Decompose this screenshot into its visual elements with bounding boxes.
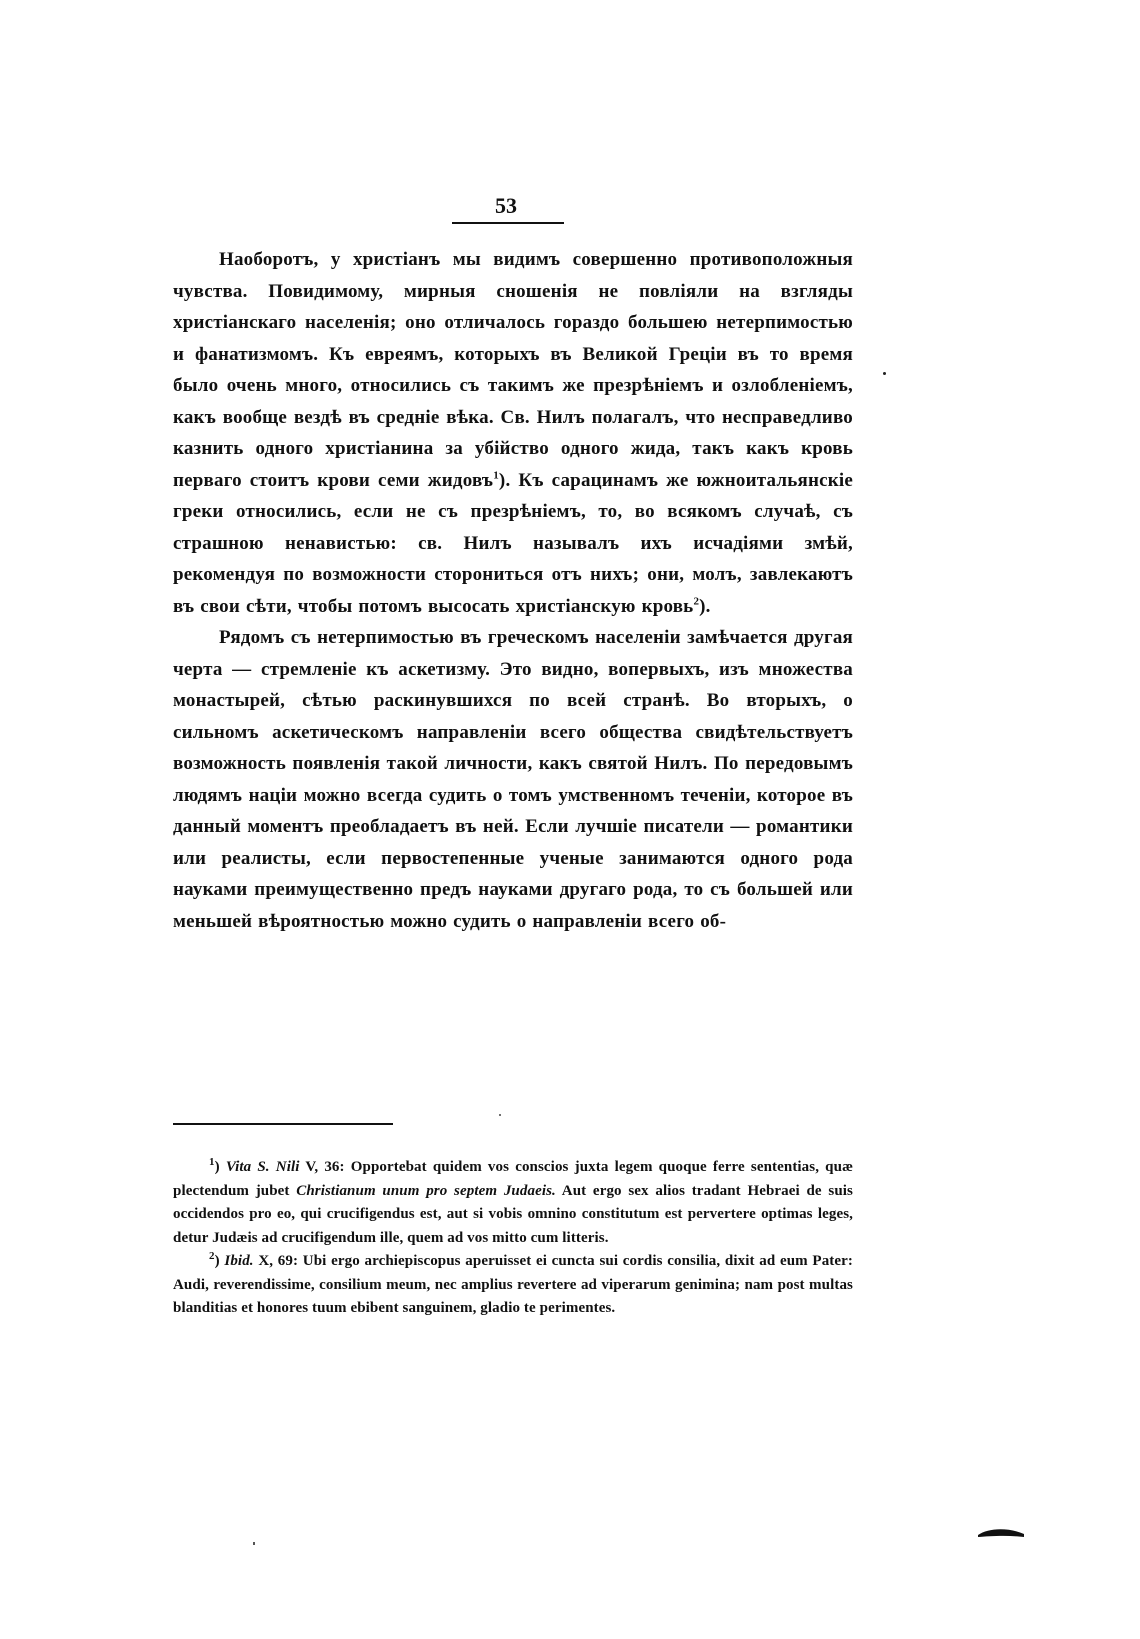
paragraph-1-part-2: ). Къ сарацинамъ же южноитальянскіе греки относились, если не съ презрѣніемъ, то, во всякомъ случаѣ, съ страшною ненавистью: св. Нилъ называлъ ихъ исчадіями змѣй, рекомендуя по возможности сторониться отъ нихъ; они, молъ, завлекаютъ въ свои сѣти, чтобы потомъ высосать христіанскую кровь bbox=[173, 469, 853, 617]
footnote-1-marker: 1 bbox=[209, 1156, 215, 1168]
ink-speck bbox=[499, 1114, 501, 1116]
footnote-1-source: Vita S. Nili bbox=[225, 1159, 300, 1175]
footnote-2-source: Ibid. bbox=[224, 1253, 254, 1269]
footnote-2: $^2$) Ibid. X, 69: Ubi ergo archiepiscopus aperuisset ei cuncta sui cordis consilia, dixit ad eum Pater: Audi, reverendissime, consilium meum, nec amplius revertere ad viperarum genimina; nam post multas blanditias et honores tuum ebibent sanguinem, gladio te perimentes. bbox=[173, 1250, 853, 1316]
footnote-1-rest: Aut ergo sex alios tradant Hebraei de suis occidendos pro eo, qui crucifigendus est, aut si vobis omnino constitutum est pervertere optimas leges, detur Judæis ad crucifigendum ille, quem ad vos mitto cum litteris. bbox=[173, 1182, 853, 1246]
paragraph-2: Рядомъ съ нетерпимостью въ греческомъ населеніи замѣчается другая черта — стремленіе къ аскетизму. Это видно, вопервыхъ, изъ множества монастырей, сѣтью раскинувшихся по всей странѣ. Во вторыхъ, о сильномъ аскетическомъ направленіи всего общества свидѣтельствуетъ возможность появленія такой личности, какъ святой Нилъ. По передовымъ людямъ націи можно всегда судить о томъ умственномъ теченіи, которое въ данный моментъ преобладаетъ въ ней. Если лучшіе писатели — романтики или реалисты, если первостепенные ученые занимаются одного рода науками преимущественно предъ науками другаго рода, то съ большей или меньшей вѣроятностью можно судить о направленіи всего об- bbox=[173, 627, 853, 932]
footnotes bbox=[173, 1156, 853, 1321]
footnote-ref-2: 2 bbox=[693, 595, 700, 608]
paragraph-1 bbox=[173, 244, 853, 622]
ink-speck bbox=[253, 1542, 255, 1545]
footnote-1-quote: Christianum unum pro septem Judaeis. bbox=[296, 1182, 556, 1199]
footnote-2-marker: 2 bbox=[209, 1250, 215, 1262]
paragraph-1-part-3: ). bbox=[699, 595, 711, 617]
footnote-1-ref-text: V, 36: Opportebat quidem vos conscios juxta legem quoque ferre sententias, quæ plectendum jubet bbox=[173, 1159, 854, 1199]
header-rule bbox=[452, 222, 564, 224]
footnote-ref-1: 1 bbox=[493, 469, 499, 482]
footnote-1: $^1$) Vita S. Nili V, 36: Opportebat quidem vos conscios juxta legem quoque ferre sententias, quæ plectendum jubet Christianum unum pro septem Judaeis. Aut ergo sex alios tradant Hebraei de suis occidendos pro eo, qui crucifigendus est, aut si vobis omnino constitutum est pervertere optimas leges, detur Judæis ad crucifigendum ille, quem ad vos mitto cum litteris. bbox=[173, 1156, 854, 1246]
page-number: 53 bbox=[495, 193, 517, 218]
footnote-separator bbox=[173, 1123, 393, 1125]
main-text bbox=[173, 244, 853, 937]
ink-speck bbox=[883, 372, 886, 375]
page-edge-mark-icon bbox=[978, 1526, 1024, 1538]
footnote-2-rest: X, 69: Ubi ergo archiepiscopus aperuisset ei cuncta sui cordis consilia, dixit ad eum Pater: Audi, reverendissime, consilium meum, nec amplius revertere ad viperarum genimina; nam post multas blanditias et honores tuum ebibent sanguinem, gladio te perimentes. bbox=[173, 1253, 853, 1316]
paragraph-1-part-1: Наоборотъ, у христіанъ мы видимъ совершенно противоположныя чувства. Повидимому, мирныя сношенія не повліяли на взгляды христіанскаго населенія; оно отличалось гораздо большею нетерпимостью и фанатизмомъ. Къ евреямъ, которыхъ въ Великой Греціи въ то время было очень много, относились съ такимъ же презрѣніемъ и озлобленіемъ, какъ вообще вездѣ въ средніе вѣка. Св. Нилъ полагалъ, что несправедливо казнить одного христіанина за убійство одного жида, такъ какъ кровь перваго стоитъ крови семи жидовъ bbox=[173, 249, 853, 491]
